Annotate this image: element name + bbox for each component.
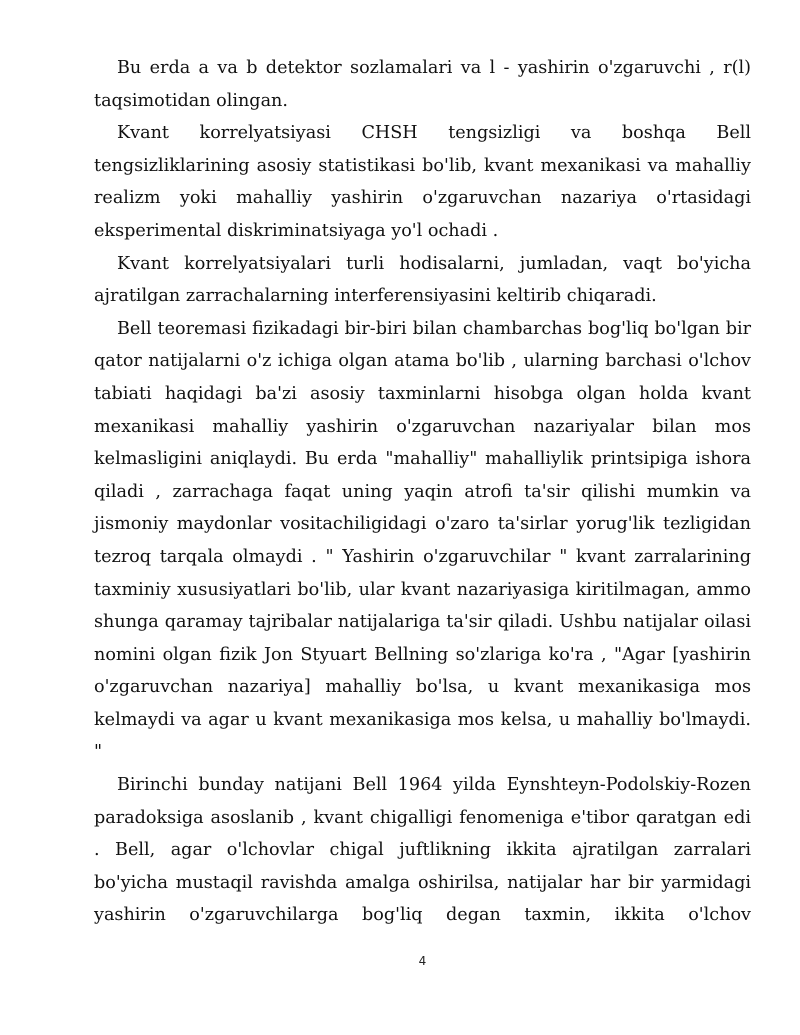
page-number: 4 <box>418 954 427 968</box>
paragraph-first-result-1964: Birinchi bunday natijani Bell 1964 yilda Eynshteyn-Podolskiy-Rozen paradoksiga asoslanib , kvant chigalligi fenomeniga e'tibor qaratgan edi . Bell, agar o'lchovlar chigal juftlikning ikkita ajratilgan zarralari bo'yicha mustaqil ravishda amalga oshirilsa, natijalar har bir yarmidagi yashirin o'zgaruvchilarga bog'liq degan taxmin, ikkita o'lchov <box>94 775 751 926</box>
paragraph-quantum-correlations-phenomena: Kvant korrelyatsiyalari turli hodisalarni, jumladan, vaqt bo'yicha ajratilgan zarrachalarning interferensiyasini keltirib chiqaradi. <box>94 253 751 307</box>
paragraph-detector-settings: Bu erda a va b detektor sozlamalari va l - yashirin o'zgaruvchi , r(l) taqsimotidan olingan. <box>94 58 751 111</box>
paragraph-quantum-correlation-chsh: Kvant korrelyatsiyasi CHSH tengsizligi va boshqa Bell tengsizliklarining asosiy statistikasi bo'lib, kvant mexanikasi va mahalliy realizm yoki mahalliy yashirin o'zgaruvchan nazariya o'rtasidagi eksperimental diskriminatsiyaga yo'l ochadi . <box>94 123 751 241</box>
document-page <box>94 52 751 932</box>
paragraph-bell-theorem: Bell teoremasi fizikadagi bir-biri bilan chambarchas bog'liq bo'lgan bir qator natijalarni o'z ichiga olgan atama bo'lib , ularning barchasi o'lchov tabiati haqidagi ba'zi asosiy taxminlarni hisobga olgan holda kvant mexanikasi mahalliy yashirin o'zgaruvchan nazariyalar bilan mos kelmasligini aniqlaydi. Bu erda "mahalliy" mahalliylik printsipiga ishora qiladi , zarrachaga faqat uning yaqin atrofi ta'sir qilishi mumkin va jismoniy maydonlar vositachiligidagi o'zaro ta'sirlar yorug'lik tezligidan tezroq tarqala olmaydi . " Yashirin o'zgaruvchilar " kvant zarralarining taxminiy xususiyatlari bo'lib, ular kvant nazariyasiga kiritilmagan, ammo shunga qaramay tajribalar natijalariga ta'sir qiladi. Ushbu natijalar oilasi nomini olgan fizik Jon Styuart Bellning so'zlariga ko'ra , "Agar [yashirin o'zgaruvchan nazariya] mahalliy bo'lsa, u kvant mexanikasiga mos kelmaydi va agar u kvant mexanikasiga mos kelsa, u mahalliy bo'lmaydi. " <box>94 318 751 763</box>
